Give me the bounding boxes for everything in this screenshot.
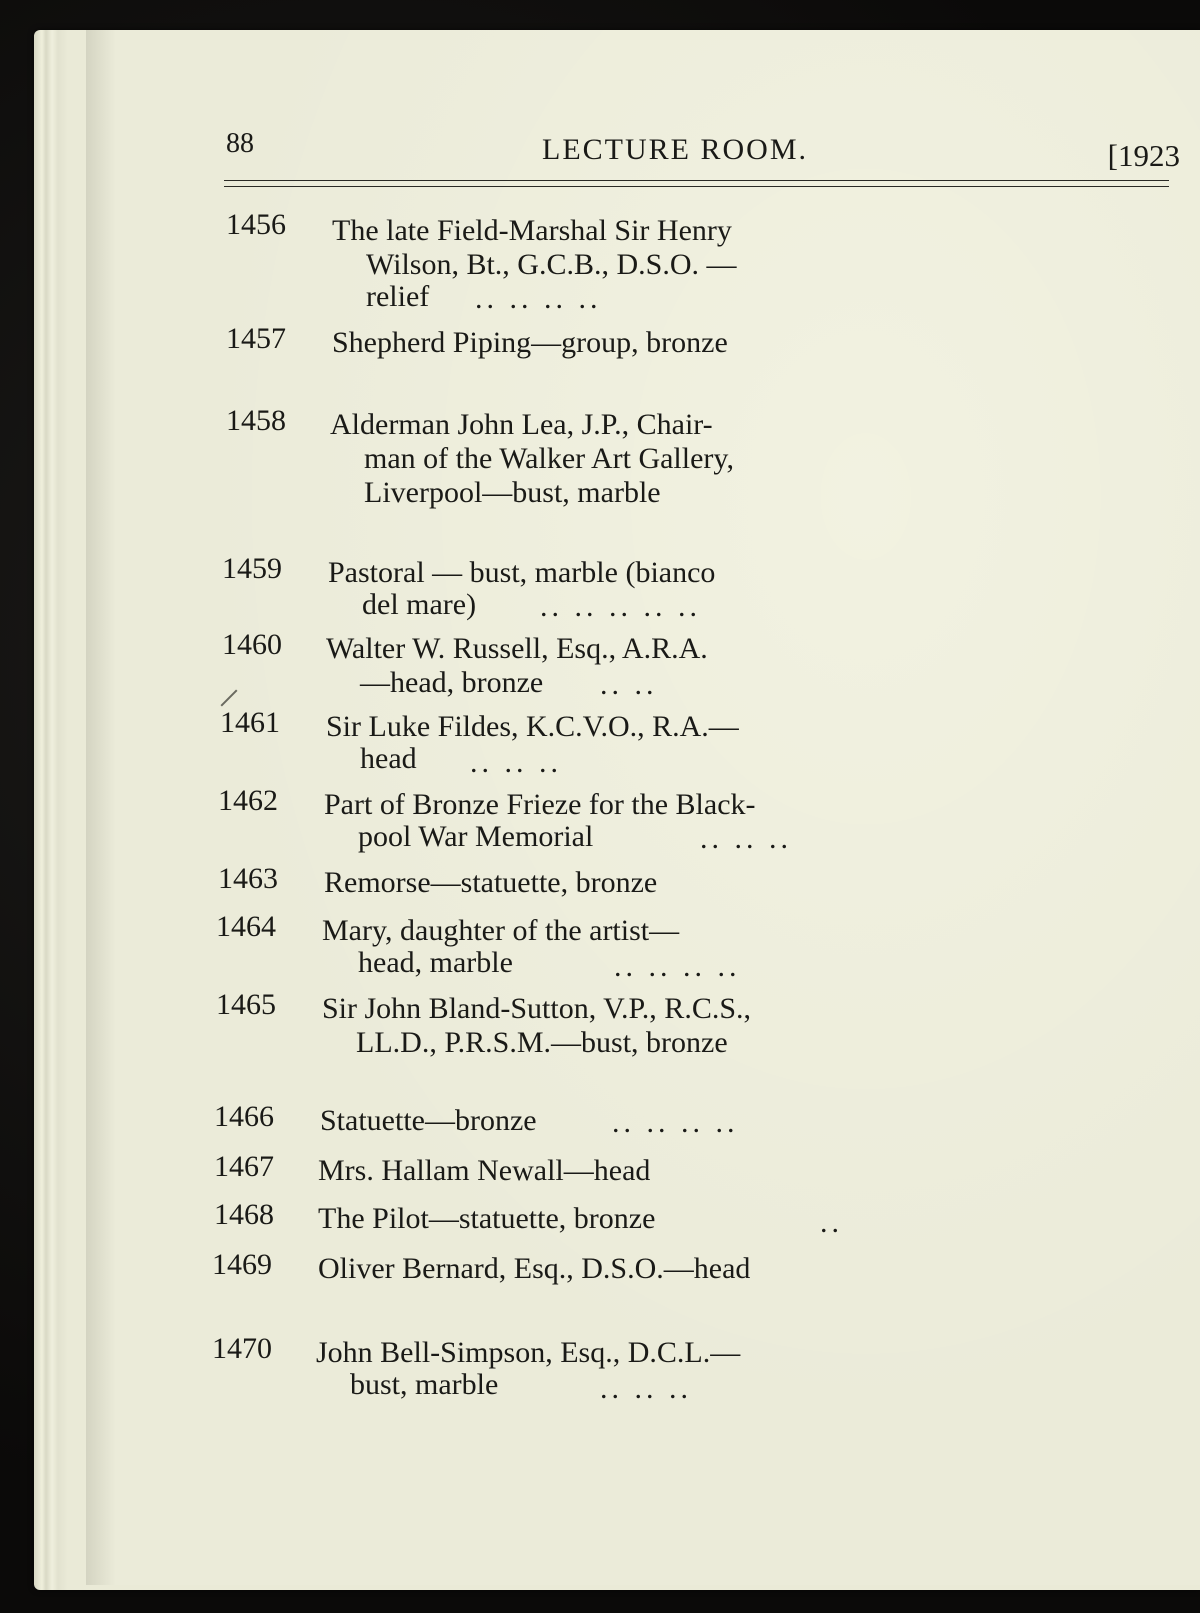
entry-line: Statuette—bronze	[320, 1104, 537, 1137]
entry-number: 1461	[220, 706, 280, 739]
entry-line: Shepherd Piping—group, bronze	[332, 326, 728, 359]
entry-line: Wilson, Bt., G.C.B., D.S.O. —	[366, 248, 737, 281]
entry-line: —head, bronze	[360, 666, 544, 699]
entry-number: 1457	[226, 322, 286, 355]
entry-line: relief	[366, 280, 430, 313]
entry-line: Alderman John Lea, J.P., Chair-	[330, 408, 713, 441]
entry-number: 1470	[212, 1332, 272, 1365]
entry-line: Remorse—statuette, bronze	[324, 866, 658, 899]
entry-line: Mary, daughter of the artist—	[322, 914, 680, 947]
entry-line: pool War Memorial	[358, 820, 594, 853]
entry-line: Mrs. Hallam Newall—head	[318, 1154, 651, 1187]
entry-line: head, marble	[358, 946, 513, 979]
leader-dots: .. .. .. ..	[612, 1106, 739, 1139]
entry-number: 1464	[216, 910, 276, 943]
entry-line: Liverpool—bust, marble	[364, 476, 661, 509]
entry-line: The late Field-Marshal Sir Henry	[332, 214, 732, 247]
entry-line: Sir Luke Fildes, K.C.V.O., R.A.—	[326, 710, 739, 743]
leader-dots: .. .. .. ..	[475, 282, 602, 315]
entry-number: 1458	[226, 404, 286, 437]
year-label: [1923	[1107, 138, 1180, 173]
entry-number: 1456	[226, 208, 286, 241]
entry-line: The Pilot—statuette, bronze	[318, 1202, 656, 1235]
entry-number: 1469	[212, 1248, 272, 1281]
entry-line: Sir John Bland-Sutton, V.P., R.C.S.,	[322, 992, 752, 1025]
entry-number: 1465	[216, 988, 276, 1021]
leader-dots: .. .. ..	[470, 746, 562, 779]
entry-line: Part of Bronze Frieze for the Black-	[324, 788, 756, 821]
entry-line: head	[360, 742, 417, 775]
entry-line: Oliver Bernard, Esq., D.S.O.—head	[318, 1252, 751, 1285]
entry-line: man of the Walker Art Gallery,	[364, 442, 734, 475]
entry-line: Walter W. Russell, Esq., A.R.A.	[326, 632, 708, 665]
entry-number: 1459	[222, 552, 282, 585]
leader-dots: .. .. ..	[600, 1372, 692, 1405]
leader-dots: .. ..	[600, 668, 658, 701]
page-title: LECTURE ROOM.	[542, 133, 808, 166]
entry-number: 1467	[214, 1150, 274, 1183]
leader-dots: .. .. .. .. ..	[540, 590, 701, 623]
entry-line: John Bell-Simpson, Esq., D.C.L.—	[316, 1336, 741, 1369]
entry-number: 1463	[218, 862, 278, 895]
entry-line: LL.D., P.R.S.M.—bust, bronze	[356, 1026, 728, 1059]
entry-number: 1460	[222, 628, 282, 661]
entry-number: 1468	[214, 1198, 274, 1231]
entry-number: 1462	[218, 784, 278, 817]
entry-number: 1466	[214, 1100, 274, 1133]
entry-line: del mare)	[362, 588, 477, 621]
leader-dots: ..	[820, 1206, 843, 1239]
page-number: 88	[226, 128, 254, 159]
entry-line: Pastoral — bust, marble (bianco	[328, 556, 716, 589]
entry-line: bust, marble	[350, 1368, 499, 1401]
leader-dots: .. .. ..	[700, 822, 792, 855]
leader-dots: .. .. .. ..	[614, 950, 741, 983]
